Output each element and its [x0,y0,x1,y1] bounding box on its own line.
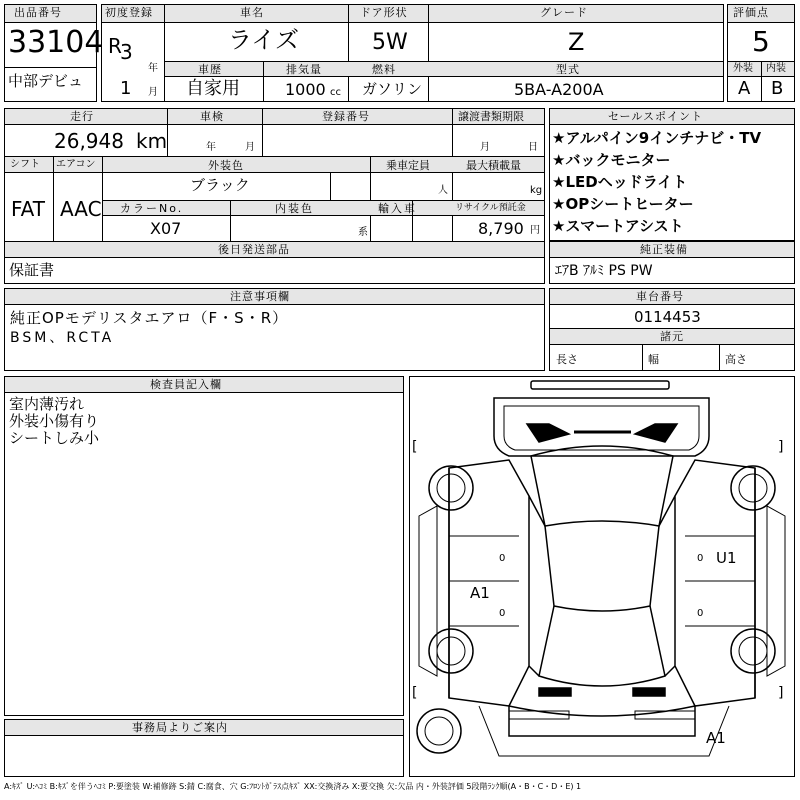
car-name: ライズ [228,26,300,54]
lot-number-label: 出品番号 [14,6,62,19]
diagram-tick: 0 [697,608,704,619]
import-label: 輸入車 [378,202,417,215]
int-label: 内装 [766,63,786,74]
ac-label: エアコン [56,159,96,170]
reg-no-label: 登録番号 [322,110,370,123]
reg-month: 1 [120,78,132,99]
lot-number: 33104 [8,25,104,60]
equipment-label: 純正装備 [640,243,688,256]
mileage-label: 走行 [70,110,94,123]
door: 5W [372,30,408,55]
load-unit: kg [530,185,543,196]
color-no: X07 [150,219,182,238]
displacement: 1000 [285,80,326,99]
office-label: 事務局よりご案内 [132,721,228,734]
ext-label: 外装 [733,63,753,74]
score: 5 [752,25,770,58]
diagram-bracket: [ [412,439,418,455]
recycle: 8,790 [478,219,524,238]
sales-point-item: ★バックモニター [552,151,671,169]
load-label: 最大積載量 [466,159,521,172]
ext-color: ブラック [190,176,250,194]
shift-label: シフト [10,159,40,170]
sales-point-item: ★スマートアシスト [552,217,684,235]
inspector-line: 外装小傷有り [9,412,100,430]
damage-mark-u1: U1 [716,549,737,567]
shift: FAT [11,197,46,221]
car-diagram [409,376,795,777]
grade: Z [568,28,585,56]
debut-label: 中部デビュ [8,72,84,90]
damage-mark-a1: A1 [470,584,490,602]
notes-label: 注意事項欄 [230,290,290,303]
chassis-number: 0114453 [634,308,701,326]
capacity-unit: 人 [438,185,448,196]
legend: A:ｷｽﾞ U:ﾍｺﾐ B:ｷｽﾞを伴うﾍｺﾐ P:要塗装 W:補修跡 S:錆 C:腐食、穴 G:ﾌﾛﾝﾄｶﾞﾗｽ点ｷｽﾞ XX:交換済み X:要交換 欠:欠品 内・外装評価 5段階ﾗﾝｸ順(A・B・C・D・E) 1 [4,782,582,791]
history-label: 車歴 [198,63,222,76]
displacement-label: 排気量 [286,63,322,76]
sales-point-item: ★アルパイン9インチナビ・TV [552,129,762,147]
fuel-label: 燃料 [372,63,396,76]
inspection-label: 車検 [200,110,224,123]
damage-mark-a1: A1 [706,729,726,747]
length-label: 長さ [556,353,578,366]
width-label: 幅 [648,353,659,366]
grade-label: グレード [540,6,588,19]
height-label: 高さ [725,353,747,366]
model-label: 型式 [556,63,580,76]
inspector-line: 室内薄汚れ [9,395,85,413]
sales-point-item: ★LEDヘッドライト [552,173,688,191]
era: R [108,34,122,58]
diagram-tick: 0 [499,553,506,564]
insp-year-unit: 年 [206,142,216,153]
later-parts-label: 後日発送部品 [218,243,290,256]
displacement-unit: cc [330,87,341,98]
door-label: ドア形状 [360,6,408,19]
ac: AAC [60,197,102,221]
color-no-label: カラーNo. [120,202,184,215]
diagram-bracket: ] [778,439,784,455]
history: 自家用 [186,78,240,99]
chassis-label: 車台番号 [636,290,684,303]
diagram-tick: 0 [697,553,704,564]
ext-score: A [738,78,751,99]
int-color-label: 内装色 [275,202,314,215]
inspector-label: 検査員記入欄 [150,378,222,391]
transfer-month-unit: 月 [480,142,490,153]
mileage-unit: km [136,129,168,153]
dims-label: 諸元 [660,330,684,343]
transfer-day-unit: 日 [528,142,538,153]
inspector-line: シートしみ小 [9,429,100,447]
year-unit: 年 [148,63,158,74]
month-unit: 月 [148,87,158,98]
capacity-label: 乗車定員 [386,159,430,172]
diagram-bracket: ] [778,685,784,701]
recycle-label: リサイクル預託金 [455,203,526,213]
notes-line: BSM、RCTA [10,330,115,346]
transfer-label: 譲渡書類期限 [458,110,524,123]
notes-line: 純正OPモデリスタエアロ（F・S・R） [10,309,289,327]
diagram-tick: 0 [499,608,506,619]
score-label: 評価点 [733,6,769,19]
ext-color-label: 外装色 [208,159,244,172]
model: 5BA-A200A [514,80,604,99]
car-name-label: 車名 [240,6,264,19]
sales-points-label: セールスポイント [608,110,704,123]
int-score: B [771,78,784,99]
first-reg-label: 初度登録 [105,6,153,19]
recycle-unit: 円 [530,225,540,236]
later-parts: 保証書 [9,261,55,279]
int-color-unit: 系 [358,227,368,238]
reg-year: 3 [120,40,133,64]
diagram-bracket: [ [412,685,418,701]
sales-point-item: ★OPシートヒーター [552,195,694,213]
fuel: ガソリン [362,80,423,98]
insp-month-unit: 月 [245,142,255,153]
mileage: 26,948 [54,129,124,153]
equipment: ｴｱB ｱﾙﾐ PS PW [555,263,653,279]
